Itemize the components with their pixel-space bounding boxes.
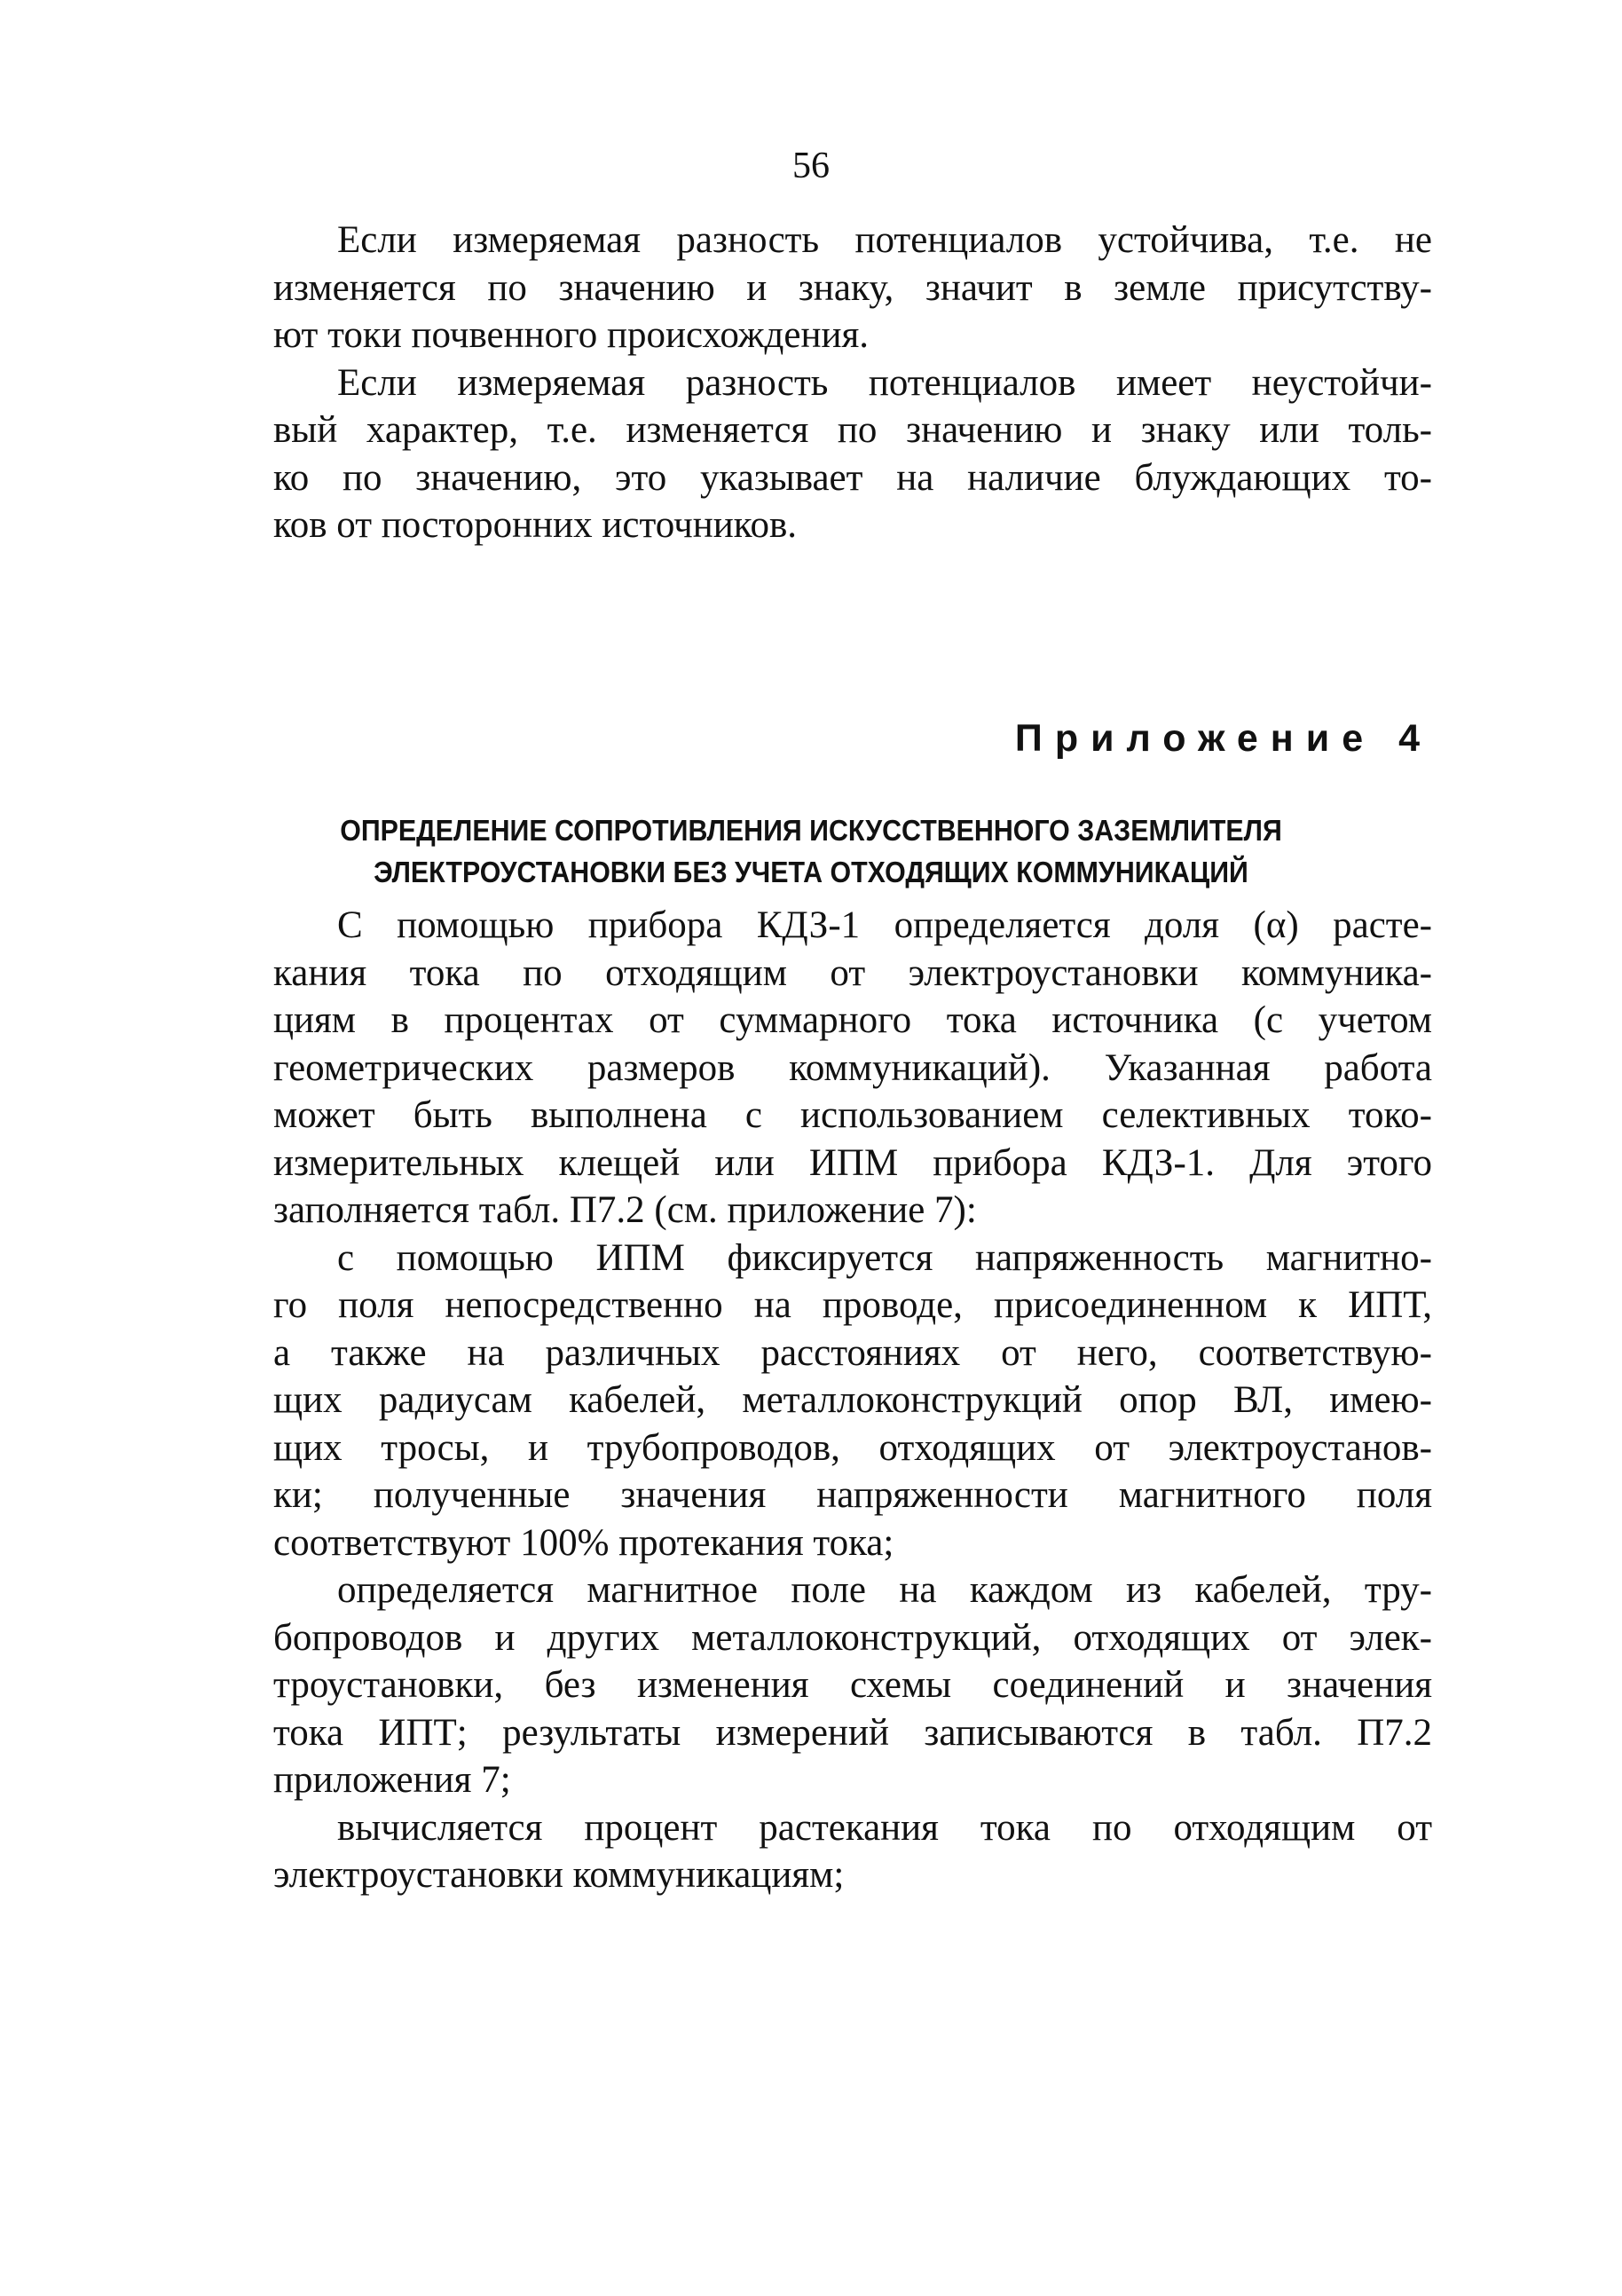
section-heading: [65, 809, 1557, 893]
section-heading-line: ЭЛЕКТРОУСТАНОВКИ БЕЗ УЧЕТА ОТХОДЯЩИХ КОММУНИКАЦИЙ: [374, 856, 1248, 888]
text-line: бопроводов и других металлоконструкций, отходящих от элек-: [273, 1616, 1432, 1659]
text-line: щих радиусам кабелей, металлоконструкций опор ВЛ, имею-: [273, 1379, 1432, 1421]
text-line: может быть выполнена с использованием селективных токо-: [273, 1094, 1432, 1136]
text-line: приложения 7;: [273, 1759, 511, 1801]
text-line: ков от посторонних источников.: [273, 504, 798, 546]
text-line: измерительных клещей или ИПМ прибора КДЗ-1. Для этого: [273, 1141, 1432, 1184]
text-line: щих тросы, и трубопроводов, отходящих от электроустанов-: [273, 1426, 1432, 1469]
text-line: троустановки, без изменения схемы соединений и значения: [273, 1664, 1432, 1706]
page-number: 56: [792, 146, 830, 186]
text-line: заполняется табл. П7.2 (см. приложение 7):: [273, 1189, 977, 1231]
text-line: электроустановки коммуникациям;: [273, 1854, 845, 1896]
text-line: определяется магнитное поле на каждом из кабелей, тру-: [337, 1569, 1432, 1611]
appendix-label: Приложение 4: [1014, 717, 1432, 760]
text-line: циям в процентах от суммарного тока источника (с учетом: [273, 999, 1432, 1041]
text-line: а также на различных расстояниях от него, соответствую-: [273, 1331, 1432, 1374]
text-line: геометрических размеров коммуникаций). Указанная работа: [273, 1046, 1432, 1089]
text-line: соответствуют 100% протекания тока;: [273, 1521, 894, 1564]
text-line: изменяется по значению и знаку, значит в земле присутству-: [273, 266, 1432, 309]
text-line: Если измеряемая разность потенциалов имеет неустойчи-: [337, 361, 1432, 404]
text-line: вый характер, т.е. изменяется по значению и знаку или толь-: [273, 409, 1432, 451]
text-line: вычисляется процент растекания тока по отходящим от: [337, 1806, 1432, 1849]
text-line: го поля непосредственно на проводе, присоединенном к ИПТ,: [273, 1284, 1432, 1326]
text-line: С помощью прибора КДЗ-1 определяется доля (α) расте-: [337, 904, 1432, 946]
text-line: ют токи почвенного происхождения.: [273, 314, 870, 356]
text-line: ки; полученные значения напряженности магнитного поля: [273, 1474, 1432, 1516]
text-line: ко по значению, это указывает на наличие блуждающих то-: [273, 456, 1432, 499]
text-line: кания тока по отходящим от электроустановки коммуника-: [273, 951, 1432, 994]
section-heading-line: ОПРЕДЕЛЕНИЕ СОПРОТИВЛЕНИЯ ИСКУССТВЕННОГО ЗАЗЕМЛИТЕЛЯ: [340, 814, 1282, 847]
text-line: Если измеряемая разность потенциалов устойчива, т.е. не: [337, 219, 1432, 261]
text-line: тока ИПТ; результаты измерений записываются в табл. П7.2: [273, 1711, 1432, 1754]
body-paragraphs: [273, 902, 1432, 1899]
intro-paragraphs: [273, 217, 1432, 549]
text-line: с помощью ИПМ фиксируется напряженность магнитно-: [337, 1236, 1432, 1279]
